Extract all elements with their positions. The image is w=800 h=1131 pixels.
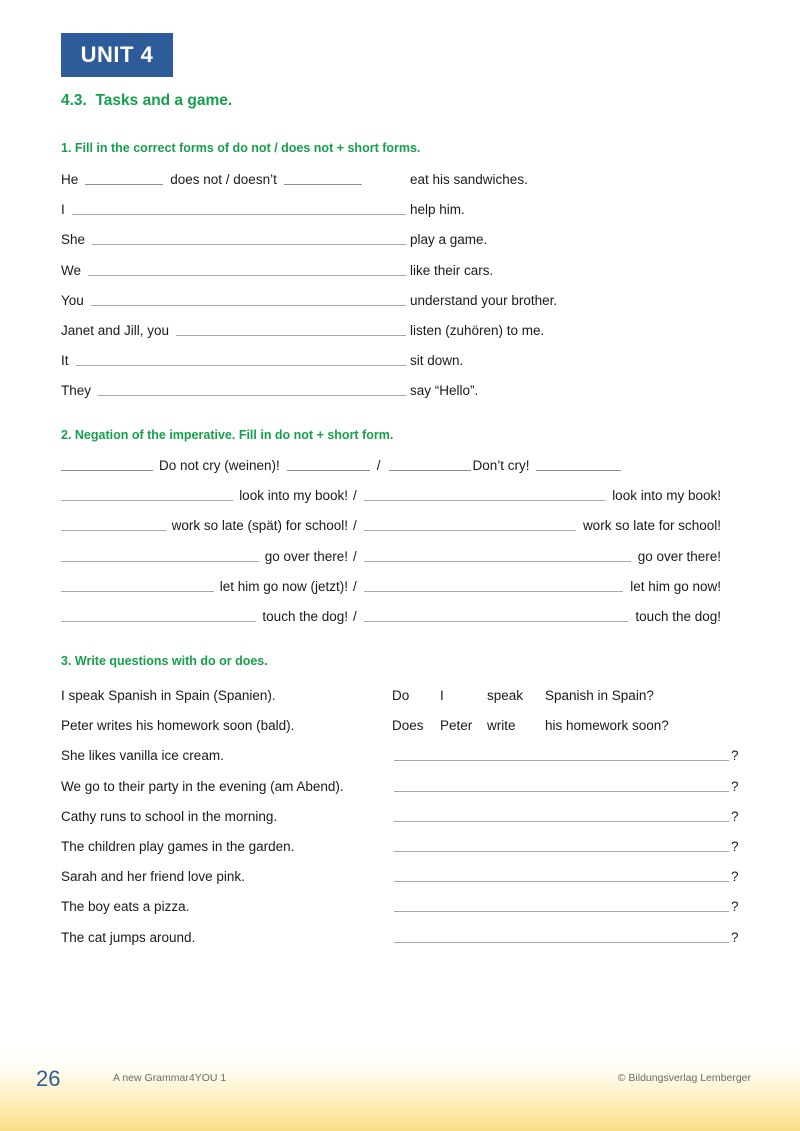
answer-blank[interactable] <box>61 455 153 471</box>
question-rest: Spanish in Spain? <box>545 688 654 703</box>
question-mark: ? <box>731 869 739 885</box>
exercise-3-row <box>61 745 751 767</box>
question-mark: ? <box>731 929 739 945</box>
question-rest: his homework soon? <box>545 718 669 734</box>
question-mark: ? <box>731 748 739 764</box>
sentence-subject: Janet and Jill, you <box>61 323 170 338</box>
exercise-1-row <box>61 260 751 282</box>
statement-text: Cathy runs to school in the morning. <box>61 808 278 824</box>
imperative-short-form: work so late for school! <box>582 518 721 534</box>
imperative-short-form: let him go now! <box>630 578 721 594</box>
question-subject: I <box>440 688 444 703</box>
sentence-subject: We <box>61 262 82 278</box>
statement-text: I speak Spanish in Spain (Spanien). <box>61 688 276 703</box>
exercise-3-example-row <box>61 715 751 737</box>
answer-blank[interactable] <box>389 455 471 471</box>
statement-text: The cat jumps around. <box>61 929 196 945</box>
exercise-1-row <box>61 350 751 372</box>
sentence-predicate: sit down. <box>410 353 464 369</box>
answer-blank[interactable] <box>394 896 729 912</box>
page-title: 4.3. Tasks and a game. <box>61 92 233 109</box>
question-mark: ? <box>731 808 739 824</box>
exercise-1-row <box>61 320 751 342</box>
sentence-predicate: say “Hello”. <box>410 383 479 399</box>
sentence-predicate: listen (zuhören) to me. <box>410 323 545 338</box>
statement-text: She likes vanilla ice cream. <box>61 748 224 764</box>
row-separator: / <box>353 609 357 624</box>
imperative-long-form: Do not cry (weinen)! <box>159 458 280 473</box>
question-subject: Peter <box>440 718 473 734</box>
exercise-1-row <box>61 199 751 221</box>
answer-blank[interactable] <box>394 745 729 761</box>
imperative-short-form: touch the dog! <box>635 609 721 624</box>
statement-text: The children play games in the garden. <box>61 839 295 854</box>
imperative-short-form: look into my book! <box>612 488 721 504</box>
answer-blank[interactable] <box>284 169 362 185</box>
question-aux: Do <box>392 688 410 703</box>
answer-blank[interactable] <box>394 866 729 882</box>
imperative-long-form: touch the dog! <box>262 609 348 624</box>
sentence-subject: You <box>61 292 84 308</box>
imperative-long-form: work so late (spät) for school! <box>171 518 348 534</box>
footer-copyright: © Bildungsverlag Lemberger <box>617 1072 751 1084</box>
row-separator: / <box>353 578 357 594</box>
answer-blank[interactable] <box>536 455 621 471</box>
imperative-long-form: go over there! <box>264 548 348 564</box>
answer-blank[interactable] <box>61 515 166 531</box>
answer-blank[interactable] <box>91 290 406 306</box>
row-separator: / <box>353 518 357 534</box>
answer-blank[interactable] <box>85 169 163 185</box>
statement-text: We go to their party in the evening (am Abend). <box>61 778 344 794</box>
exercise-2-heading: 2. Negation of the imperative. Fill in do not + short form. <box>61 428 394 442</box>
sentence-predicate: like their cars. <box>410 262 494 278</box>
unit-badge: UNIT 4 <box>61 33 173 77</box>
exercise-3-row <box>61 776 751 798</box>
exercise-2-row <box>61 485 751 507</box>
sentence-subject: I <box>61 202 65 218</box>
row-separator: / <box>353 488 357 504</box>
sentence-subject: They <box>61 383 92 399</box>
exercise-1-row <box>61 290 751 312</box>
exercise-3-heading: 3. Write questions with do or does. <box>61 654 268 668</box>
exercise-3-row <box>61 896 751 918</box>
answer-blank[interactable] <box>364 546 631 562</box>
exercise-1-row <box>61 169 751 191</box>
answer-blank[interactable] <box>61 546 259 562</box>
sentence-predicate: eat his sandwiches. <box>410 172 528 187</box>
imperative-short-form: Don’t cry! <box>472 458 530 473</box>
exercise-2-row <box>61 576 751 598</box>
row-separator: / <box>376 458 381 473</box>
sentence-predicate: help him. <box>410 202 465 218</box>
footer-gradient-band <box>0 1045 800 1131</box>
exercise-3-row <box>61 836 751 858</box>
answer-blank[interactable] <box>394 836 729 852</box>
exercise-3-row <box>61 866 751 888</box>
answer-blank[interactable] <box>364 515 576 531</box>
exercise-2-row <box>61 606 751 628</box>
exercise-2-row <box>61 546 751 568</box>
answer-blank[interactable] <box>394 927 729 943</box>
footer-book-title: A new Grammar4YOU 1 <box>113 1072 227 1084</box>
answer-blank[interactable] <box>98 380 406 396</box>
statement-text: The boy eats a pizza. <box>61 899 190 915</box>
question-mark: ? <box>731 899 739 915</box>
answer-blank[interactable] <box>176 320 406 336</box>
sentence-subject: She <box>61 232 86 248</box>
row-separator: / <box>353 548 357 564</box>
answer-blank[interactable] <box>394 776 729 792</box>
exercise-3-row <box>61 806 751 828</box>
exercise-3-example-row <box>61 685 751 707</box>
answer-blank[interactable] <box>364 485 605 501</box>
imperative-short-form: go over there! <box>637 548 721 564</box>
answer-blank[interactable] <box>76 350 406 366</box>
imperative-long-form: look into my book! <box>239 488 348 504</box>
answer-blank[interactable] <box>92 229 406 245</box>
statement-text: Sarah and her friend love pink. <box>61 869 245 885</box>
answer-blank[interactable] <box>61 485 233 501</box>
question-verb: write <box>487 718 516 734</box>
exercise-1-row <box>61 229 751 251</box>
exercise-2-example-row <box>61 455 751 477</box>
answer-blank[interactable] <box>394 806 729 822</box>
question-mark: ? <box>731 839 739 854</box>
answer-blank[interactable] <box>364 606 629 622</box>
exercise-2-row <box>61 515 751 537</box>
exercise-1-row <box>61 380 751 402</box>
sentence-predicate: play a game. <box>410 232 488 248</box>
answer-blank[interactable] <box>364 576 623 592</box>
sentence-subject: It <box>61 353 69 369</box>
question-aux: Does <box>392 718 424 734</box>
exercise-3-row <box>61 927 751 949</box>
imperative-long-form: let him go now (jetzt)! <box>219 578 348 594</box>
answer-blank[interactable] <box>61 576 214 592</box>
sentence-subject: He <box>61 172 79 187</box>
statement-text: Peter writes his homework soon (bald). <box>61 718 295 734</box>
exercise-1-heading: 1. Fill in the correct forms of do not / does not + short forms. <box>61 141 421 155</box>
answer-blank[interactable] <box>72 199 406 215</box>
sentence-predicate: understand your brother. <box>410 292 558 308</box>
answer-blank[interactable] <box>61 606 256 622</box>
question-verb: speak <box>487 688 524 703</box>
answer-blank[interactable] <box>287 455 370 471</box>
example-answer: does not / doesn’t <box>170 172 277 187</box>
page-number: 26 <box>36 1066 61 1091</box>
question-mark: ? <box>731 778 739 794</box>
answer-blank[interactable] <box>88 260 406 276</box>
